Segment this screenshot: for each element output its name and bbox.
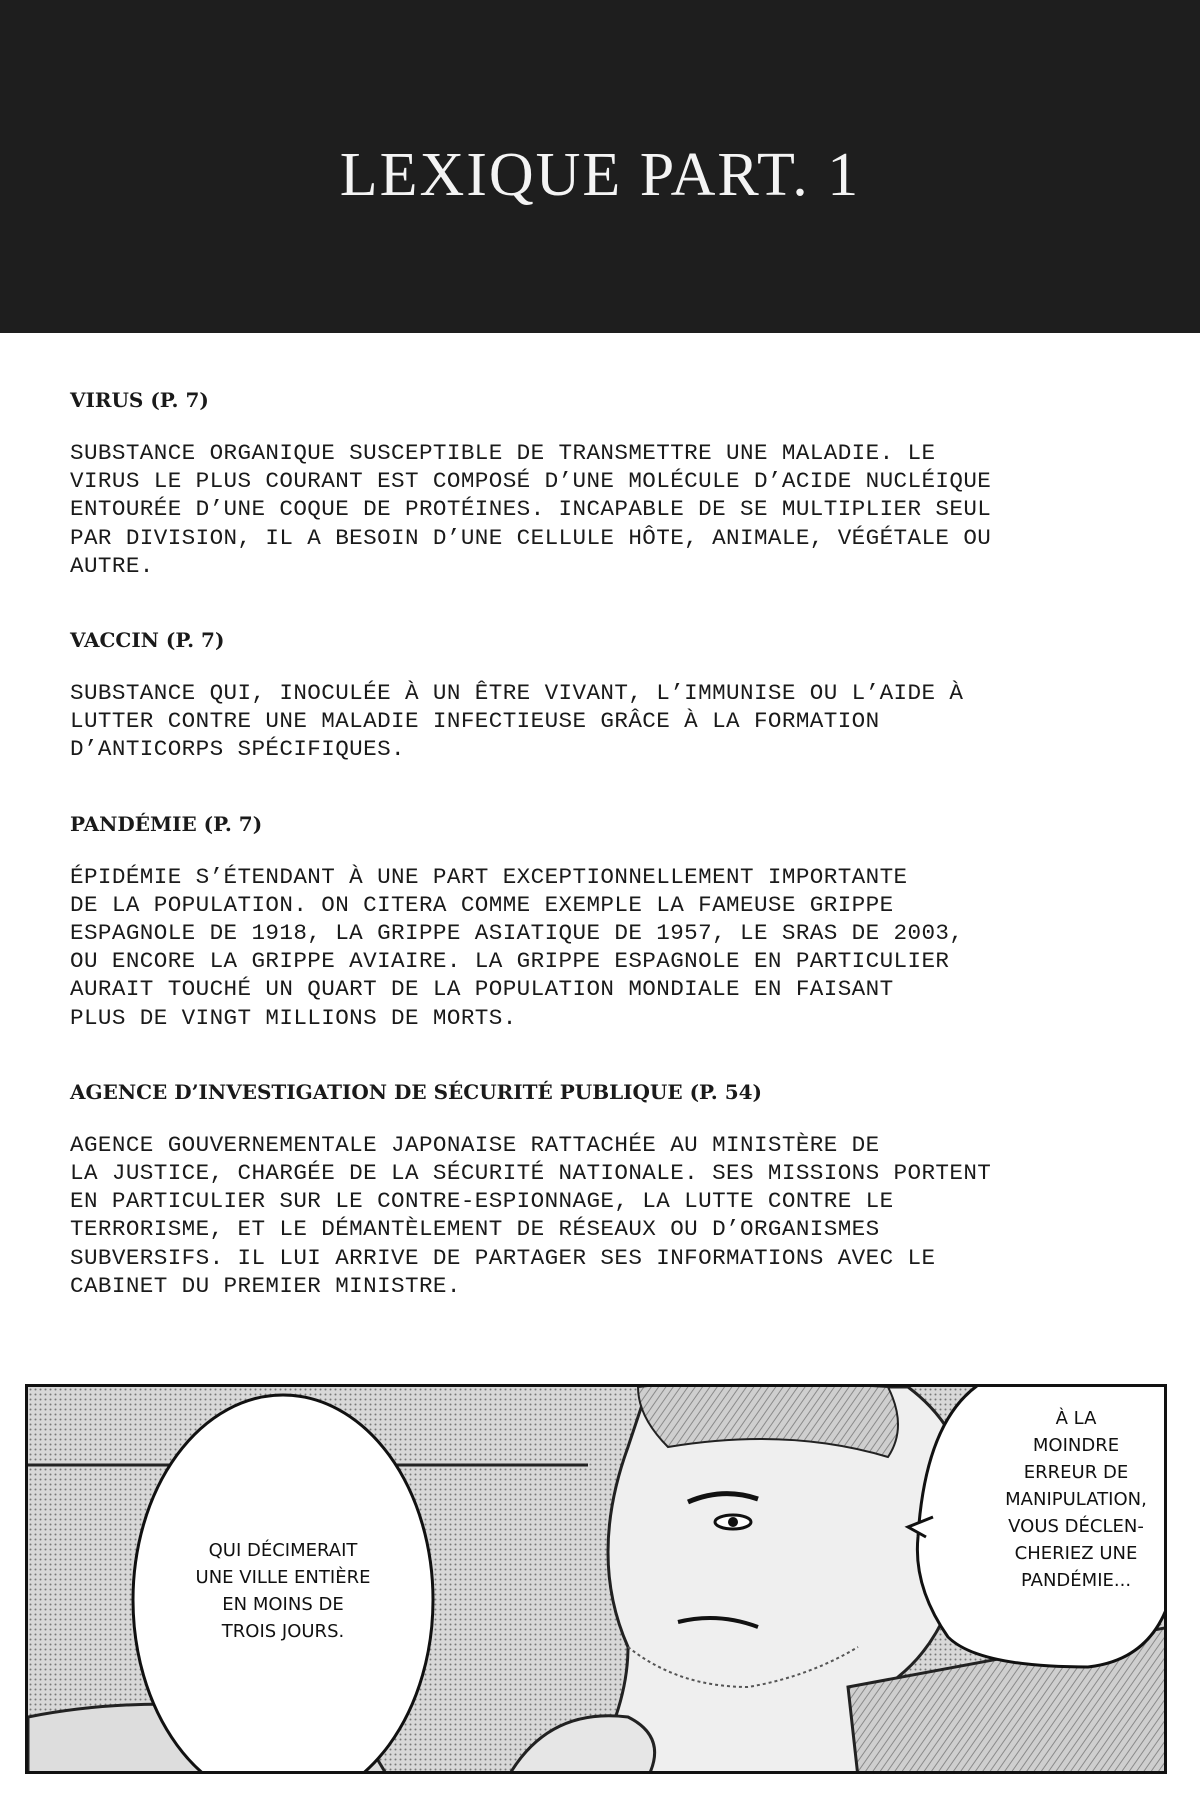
glossary-definition: ÉPIDÉMIE S’ÉTENDANT À UNE PART EXCEPTIONNELLEMENT IMPORTANTE DE LA POPULATION. ON CITERA COMME EXEMPLE LA FAMEUSE GRIPPE ESPAGNOLE DE 1918, LA GRIPPE ASIATIQUE DE 1957, LE SRAS DE 2003, OU ENCORE LA GRIPPE AVIAIRE. LA GRIPPE ESPAGNOLE EN PARTICULIER AURAIT TOUCHÉ UN QUART DE LA POPULATION MONDIALE EN FAISANT PLUS DE VINGT MILLIONS DE MORTS. bbox=[70, 863, 964, 1031]
manga-panel bbox=[25, 1384, 1167, 1774]
glossary-definition: SUBSTANCE QUI, INOCULÉE À UN ÊTRE VIVANT, L’IMMUNISE OU L’AIDE À LUTTER CONTRE UNE MALADIE INFECTIEUSE GRÂCE À LA FORMATION D’ANTICORPS SPÉCIFIQUES. bbox=[70, 680, 964, 763]
glossary-entry bbox=[70, 628, 1100, 764]
man-pupil bbox=[728, 1517, 738, 1527]
glossary-term: AGENCE D’INVESTIGATION DE SÉCURITÉ PUBLIQUE (P. 54) bbox=[70, 1079, 762, 1104]
glossary-list bbox=[70, 388, 1100, 1348]
glossary-entry bbox=[70, 1080, 1100, 1300]
page-title: LEXIQUE PART. 1 bbox=[339, 141, 861, 209]
glossary-term: PANDÉMIE (P. 7) bbox=[70, 811, 263, 836]
speech-text-right: À LA MOINDRE ERREUR DE MANIPULATION, VOUS DÉCLEN- CHERIEZ UNE PANDÉMIE... bbox=[1005, 1408, 1147, 1591]
speech-text-left: QUI DÉCIMERAIT UNE VILLE ENTIÈRE EN MOINS DE TROIS JOURS. bbox=[195, 1540, 371, 1642]
header-banner bbox=[0, 0, 1200, 333]
glossary-definition: AGENCE GOUVERNEMENTALE JAPONAISE RATTACHÉE AU MINISTÈRE DE LA JUSTICE, CHARGÉE DE LA SÉCURITÉ NATIONALE. SES MISSIONS PORTENT EN PARTICULIER SUR LE CONTRE-ESPIONNAGE, LA LUTTE CONTRE LE TERRORISME, ET LE DÉMANTÈLEMENT DE RÉSEAUX OU D’ORGANISMES SUBVERSIFS. IL LUI ARRIVE DE PARTAGER SES INFORMATIONS AVEC LE CABINET DU PREMIER MINISTRE. bbox=[70, 1131, 992, 1299]
glossary-term: VACCIN (P. 7) bbox=[70, 628, 225, 653]
glossary-entry bbox=[70, 388, 1100, 580]
glossary-entry bbox=[70, 812, 1100, 1032]
glossary-term: VIRUS (P. 7) bbox=[70, 388, 209, 412]
glossary-definition: SUBSTANCE ORGANIQUE SUSCEPTIBLE DE TRANSMETTRE UNE MALADIE. LE VIRUS LE PLUS COURANT EST COMPOSÉ D’UNE MOLÉCULE D’ACIDE NUCLÉIQUE ENTOURÉE D’UNE COQUE DE PROTÉINES. INCAPABLE DE SE MULTIPLIER SEUL PAR DIVISION, IL A BESOIN D’UNE CELLULE HÔTE, ANIMALE, VÉGÉTALE OU AUTRE. bbox=[70, 440, 992, 579]
